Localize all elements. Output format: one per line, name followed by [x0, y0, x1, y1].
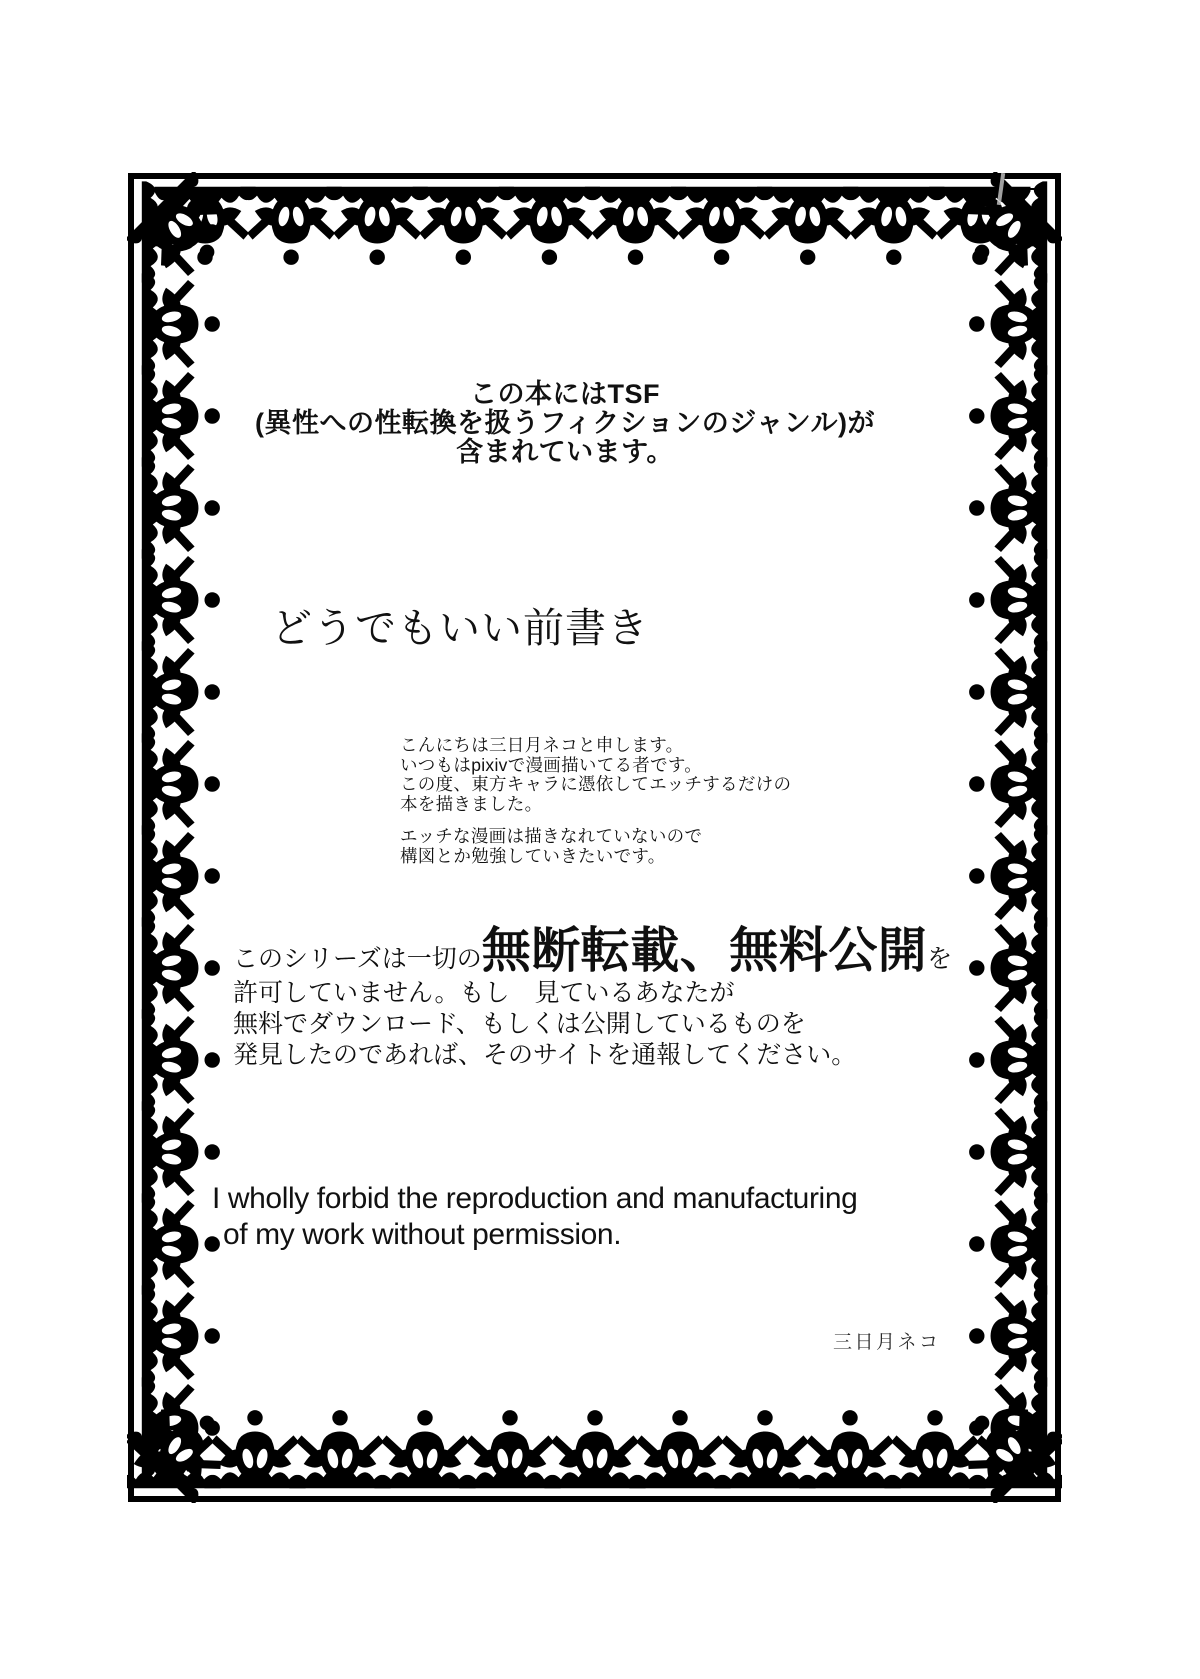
prohibition-line1-suffix: を: [927, 946, 953, 973]
english-line2: of my work without permission.: [223, 1218, 622, 1251]
content-warning-line2: (異性への性転換を扱うフィクションのジャンル)が: [254, 408, 876, 438]
prohibition-line1-prefix: このシリーズは一切の: [233, 946, 482, 973]
content-warning: [240, 380, 890, 467]
content-warning-line1: この本にはTSF: [470, 379, 660, 409]
content-warning-line3: 含まれています。: [456, 437, 674, 467]
intro-text: [400, 736, 791, 866]
intro-paragraph-1: [400, 736, 791, 814]
intro-line: この度、東方キャラに憑依してエッチするだけの: [400, 774, 792, 794]
english-line1: I wholly forbid the reproduction and manufacturing: [212, 1182, 858, 1215]
prohibition-line3: 無料でダウンロード、もしくは公開しているものを: [233, 1011, 806, 1038]
prohibition-line1: [233, 923, 953, 978]
intro-paragraph-2: [400, 827, 791, 866]
prohibition-emphasis: 無断転載、無料公開: [481, 923, 928, 978]
intro-line: エッチな漫画は描きなれていないので: [400, 826, 703, 846]
preface-heading: どうでもいい前書き: [271, 605, 649, 651]
intro-line: いつもはpixivで漫画描いてる者です。: [400, 754, 703, 775]
intro-line: 本を描きました。: [400, 793, 543, 814]
author-signature: 三日月ネコ: [833, 1332, 941, 1353]
english-prohibition: [212, 1181, 857, 1253]
intro-line: 構図とか勉強していきたいです。: [400, 845, 666, 866]
prohibition-notice: [233, 923, 953, 1071]
prohibition-line4: 発見したのであれば、そのサイトを通報してください。: [233, 1042, 857, 1069]
prohibition-line2: 許可していません。もし 見ているあなたが: [233, 980, 735, 1007]
intro-line: こんにちは三日月ネコと申します。: [400, 735, 684, 755]
